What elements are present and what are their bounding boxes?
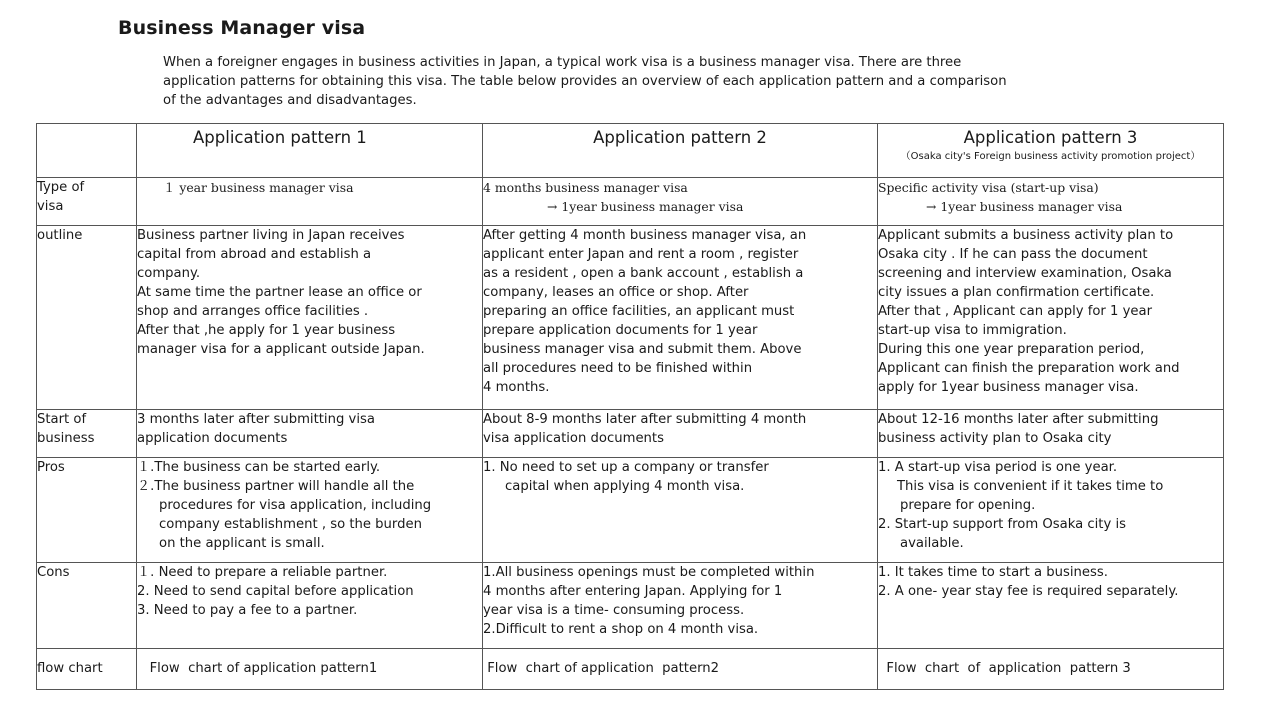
cons-line: １. Need to prepare a reliable partner.	[137, 565, 388, 580]
start-line: 3 months later after submitting visa	[137, 412, 375, 427]
header-row	[37, 124, 1224, 178]
outline-pattern-3	[878, 226, 1224, 410]
pros-pattern-1	[137, 458, 483, 563]
outline-line: capital from abroad and establish a	[137, 247, 372, 262]
pros-line: 2. Start-up support from Osaka city is	[878, 517, 1126, 532]
cons-line: 1. It takes time to start a business.	[878, 565, 1108, 580]
label-line: business	[37, 431, 95, 446]
row-label-pros: Pros	[37, 458, 137, 563]
visa-type-text: Specific activity visa (start-up visa)	[878, 180, 1099, 195]
outline-line: screening and interview examination, Osaka	[878, 266, 1172, 281]
outline-line: Applicant can finish the preparation work and	[878, 361, 1180, 376]
flow-chart-text[interactable]: Flow chart of application pattern2	[483, 661, 720, 676]
cons-line: year visa is a time- consuming process.	[483, 603, 745, 618]
pros-line: ２.The business partner will handle all the	[137, 479, 415, 494]
start-pattern-3	[878, 410, 1224, 458]
outline-line: business manager visa and submit them. Above	[483, 342, 802, 357]
outline-line: shop and arranges office facilities .	[137, 304, 369, 319]
outline-line: Osaka city . If he can pass the document	[878, 247, 1148, 262]
outline-line: During this one year preparation period,	[878, 342, 1145, 357]
header-pattern-3-subtitle: （Osaka city's Foreign business activity promotion project）	[900, 151, 1201, 162]
cons-line: 3. Need to pay a fee to a partner.	[137, 603, 358, 618]
outline-line: all procedures need to be finished within	[483, 361, 753, 376]
start-pattern-2	[483, 410, 878, 458]
header-pattern-3-label: Application pattern 3	[963, 128, 1138, 147]
pros-line: on the applicant is small.	[159, 536, 325, 551]
header-pattern-2-label: Application pattern 2	[593, 128, 767, 147]
cons-line: 1.All business openings must be completed within	[483, 565, 815, 580]
outline-line: manager visa for a applicant outside Japan.	[137, 342, 425, 357]
outline-line: applicant enter Japan and rent a room , register	[483, 247, 799, 262]
cons-pattern-1	[137, 563, 483, 649]
pros-line: procedures for visa application, including	[159, 498, 432, 513]
header-pattern-2	[483, 124, 878, 178]
visa-type-text: → 1year business manager visa	[547, 199, 744, 214]
outline-line: city issues a plan confirmation certificate.	[878, 285, 1155, 300]
row-label-cons: Cons	[37, 563, 137, 649]
cons-line: 4 months after entering Japan. Applying for 1	[483, 584, 783, 599]
intro-line: application patterns for obtaining this visa. The table below provides an overview of each application pattern and a comparison	[163, 74, 1007, 89]
comparison-table	[36, 123, 1224, 690]
label-line: visa	[37, 199, 64, 214]
pros-pattern-2	[483, 458, 878, 563]
outline-pattern-2	[483, 226, 878, 410]
pros-pattern-3	[878, 458, 1224, 563]
visa-type-text: → 1year business manager visa	[926, 199, 1123, 214]
start-line: application documents	[137, 431, 288, 446]
outline-line: start-up visa to immigration.	[878, 323, 1067, 338]
flow-chart-link-pattern-2[interactable]	[483, 649, 878, 690]
pros-line: 1. A start-up visa period is one year.	[878, 460, 1118, 475]
outline-line: After that , Applicant can apply for 1 year	[878, 304, 1153, 319]
row-pros	[37, 458, 1224, 563]
intro-line: When a foreigner engages in business activities in Japan, a typical work visa is a business manager visa. There are three	[163, 55, 962, 70]
type-of-visa-pattern-2	[483, 178, 878, 226]
outline-line: as a resident , open a bank account , establish a	[483, 266, 804, 281]
start-line: visa application documents	[483, 431, 664, 446]
flow-chart-text[interactable]: Flow chart of application pattern1	[137, 661, 378, 676]
pros-line: available.	[900, 536, 964, 551]
row-cons	[37, 563, 1224, 649]
cons-pattern-2	[483, 563, 878, 649]
outline-line: company, leases an office or shop. After	[483, 285, 749, 300]
outline-line: apply for 1year business manager visa.	[878, 380, 1139, 395]
outline-line: preparing an office facilities, an applicant must	[483, 304, 795, 319]
label-line: Start of	[37, 412, 87, 427]
outline-line: After getting 4 month business manager visa, an	[483, 228, 807, 243]
row-label-outline: outline	[37, 226, 137, 410]
row-label-start-of-business	[37, 410, 137, 458]
row-start-of-business	[37, 410, 1224, 458]
cons-line: 2. Need to send capital before application	[137, 584, 414, 599]
row-outline	[37, 226, 1224, 410]
header-pattern-3	[878, 124, 1224, 178]
type-of-visa-pattern-3	[878, 178, 1224, 226]
outline-line: After that ,he apply for 1 year business	[137, 323, 396, 338]
page-title: Business Manager visa	[118, 17, 366, 39]
header-pattern-1-label: Application pattern 1	[193, 128, 367, 147]
intro-paragraph	[163, 53, 1123, 110]
row-label-flow-chart: flow chart	[37, 649, 137, 690]
flow-chart-link-pattern-1[interactable]	[137, 649, 483, 690]
cons-pattern-3	[878, 563, 1224, 649]
type-of-visa-pattern-1	[137, 178, 483, 226]
outline-pattern-1	[137, 226, 483, 410]
pros-line: company establishment , so the burden	[159, 517, 422, 532]
outline-line: Business partner living in Japan receives	[137, 228, 405, 243]
flow-chart-text[interactable]: Flow chart of application pattern 3	[878, 661, 1131, 676]
outline-line: 4 months.	[483, 380, 550, 395]
start-pattern-1	[137, 410, 483, 458]
label-line: Type of	[37, 180, 85, 195]
pros-line: capital when applying 4 month visa.	[505, 479, 745, 494]
pros-line: 1. No need to set up a company or transfer	[483, 460, 769, 475]
outline-line: At same time the partner lease an office or	[137, 285, 422, 300]
header-pattern-1	[137, 124, 483, 178]
pros-line: １.The business can be started early.	[137, 460, 381, 475]
row-label-type-of-visa	[37, 178, 137, 226]
visa-type-text: １ year business manager visa	[163, 180, 354, 195]
outline-line: prepare application documents for 1 year	[483, 323, 758, 338]
intro-line: of the advantages and disadvantages.	[163, 93, 417, 108]
cons-line: 2. A one- year stay fee is required separately.	[878, 584, 1179, 599]
visa-type-text: 4 months business manager visa	[483, 180, 688, 195]
cons-line: 2.Difficult to rent a shop on 4 month visa.	[483, 622, 759, 637]
pros-line: prepare for opening.	[900, 498, 1036, 513]
start-line: About 8-9 months later after submitting 4 month	[483, 412, 807, 427]
header-corner-cell	[37, 124, 137, 178]
outline-line: company.	[137, 266, 201, 281]
outline-line: Applicant submits a business activity plan to	[878, 228, 1174, 243]
start-line: About 12-16 months later after submitting	[878, 412, 1159, 427]
pros-line: This visa is convenient if it takes time to	[897, 479, 1164, 494]
row-flow-chart	[37, 649, 1224, 690]
row-type-of-visa	[37, 178, 1224, 226]
flow-chart-link-pattern-3[interactable]	[878, 649, 1224, 690]
start-line: business activity plan to Osaka city	[878, 431, 1112, 446]
